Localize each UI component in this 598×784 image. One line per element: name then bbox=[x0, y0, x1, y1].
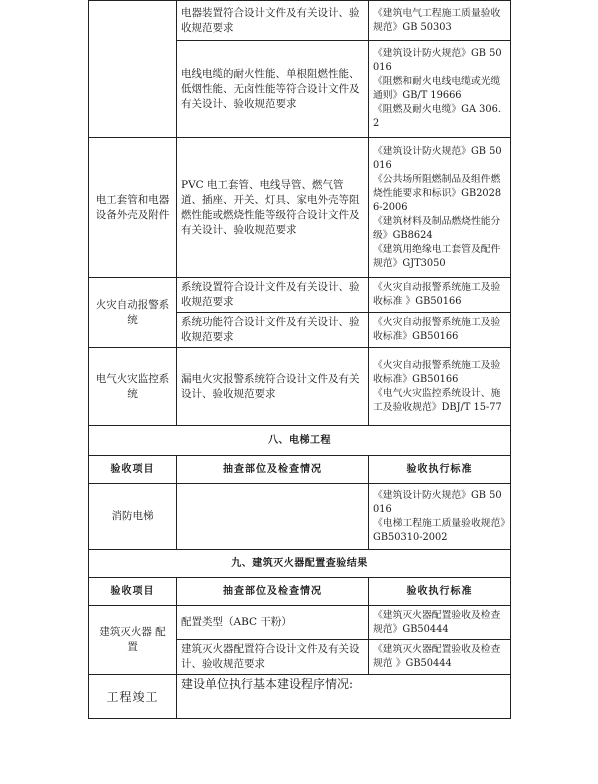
standard-line: 《阻燃和耐火电线电缆或光缆通则》GB/T 19666 bbox=[373, 76, 501, 101]
table-row bbox=[89, 606, 511, 640]
table-row bbox=[89, 348, 511, 426]
standard-line: 《建筑设计防火规范》GB 50016 bbox=[373, 145, 502, 171]
table-row bbox=[89, 138, 511, 278]
table-row bbox=[89, 278, 511, 313]
standard-line: 《建筑设计防火规范》GB 50016 bbox=[373, 48, 502, 73]
table-row bbox=[89, 1, 511, 41]
standard-line: 《阻燃及耐火电缆》GA 306.2 bbox=[373, 104, 502, 129]
standard-line: 《建筑电气工程施工质量验收规范》GB 50303 bbox=[373, 7, 501, 33]
check-cell: 电线电缆的耐火性能、单根阻燃性能、低烟性能、无卤性能等符合设计文件及有关设计、验收规范要求 bbox=[177, 41, 369, 138]
standard-line: 《建筑设计防火规范》GB 50016 bbox=[373, 489, 502, 515]
standard-cell bbox=[369, 41, 511, 138]
item-cell: 消防电梯 bbox=[89, 484, 177, 550]
standard-cell: 《火灾自动报警系统施工及验收标准 》GB50166 bbox=[369, 278, 511, 313]
check-cell: PVC 电工套管、电线导管、燃气管道、插座、开关、灯具、家电外壳等阻燃性能或燃烧性能等级符合设计文件及有关设计、验收规范要求 bbox=[177, 138, 369, 278]
standard-cell: 《建筑灭火器配置验收及检查规范》GB50444 bbox=[369, 606, 511, 640]
table-row bbox=[89, 675, 511, 719]
item-cell: 电气火灾监控系统 bbox=[89, 348, 177, 426]
section-title: 九、建筑灭火器配置查验结果 bbox=[89, 550, 511, 578]
standard-cell bbox=[369, 138, 511, 278]
check-cell bbox=[177, 484, 369, 550]
standard-cell bbox=[369, 1, 511, 41]
standard-line: 《电气火灾监控系统设计、施工及验收规范》DBJ/T 15-77 bbox=[373, 387, 502, 413]
standard-line: 《电梯工程施工质量验收规范》GB50310-2002 bbox=[373, 517, 506, 543]
table-row bbox=[89, 550, 511, 578]
inspection-table bbox=[88, 0, 511, 719]
completion-text: 建设单位执行基本建设程序情况: bbox=[177, 675, 511, 719]
header-item: 验收项目 bbox=[89, 578, 177, 606]
check-cell: 建筑灭火器配置符合设计文件及有关设计、验收规范要求 bbox=[177, 640, 369, 675]
standard-line: 《火灾自动报警系统施工及验收标准》GB50166 bbox=[373, 359, 501, 385]
check-cell: 漏电火灾报警系统符合设计文件及有关设计、验收规范要求 bbox=[177, 348, 369, 426]
check-cell: 配置类型（ABC 干粉） bbox=[177, 606, 369, 640]
item-cell: 火灾自动报警系统 bbox=[89, 278, 177, 348]
check-cell: 系统设置符合设计文件及有关设计、验收规范要求 bbox=[177, 278, 369, 313]
check-cell: 电器装置符合设计文件及有关设计、验收规范要求 bbox=[177, 1, 369, 41]
header-item: 验收项目 bbox=[89, 456, 177, 484]
completion-label: 工程竣工 bbox=[89, 675, 177, 719]
standard-cell bbox=[369, 484, 511, 550]
header-check: 抽查部位及检查情况 bbox=[177, 578, 369, 606]
table-row bbox=[89, 426, 511, 456]
item-cell: 建筑灭火器 配 置 bbox=[89, 606, 177, 675]
header-row bbox=[89, 578, 511, 606]
item-cell-blank bbox=[89, 1, 177, 138]
standard-cell: 《建筑灭火器配置验收及检查规范 》GB50444 bbox=[369, 640, 511, 675]
header-standard: 验收执行标准 bbox=[369, 578, 511, 606]
standard-line: 《公共场所阻燃制品及组件燃烧性能要求和标识》GB20286-2006 bbox=[373, 173, 502, 213]
standard-line: 《建筑用绝缘电工套管及配件规范》GJT3050 bbox=[373, 243, 501, 269]
table-row bbox=[89, 484, 511, 550]
item-cell: 电工套管和电器设备外壳及附件 bbox=[89, 138, 177, 278]
standard-line: 《建筑材料及制品燃烧性能分级》GB8624 bbox=[373, 215, 501, 241]
header-row bbox=[89, 456, 511, 484]
document-page bbox=[88, 0, 510, 784]
check-cell: 系统功能符合设计文件及有关设计、验收规范要求 bbox=[177, 313, 369, 348]
standard-cell bbox=[369, 348, 511, 426]
header-standard: 验收执行标准 bbox=[369, 456, 511, 484]
header-check: 抽查部位及检查情况 bbox=[177, 456, 369, 484]
section-title: 八、电梯工程 bbox=[89, 426, 511, 456]
standard-cell: 《火灾自动报警系统施工及验收标准》GB50166 bbox=[369, 313, 511, 348]
